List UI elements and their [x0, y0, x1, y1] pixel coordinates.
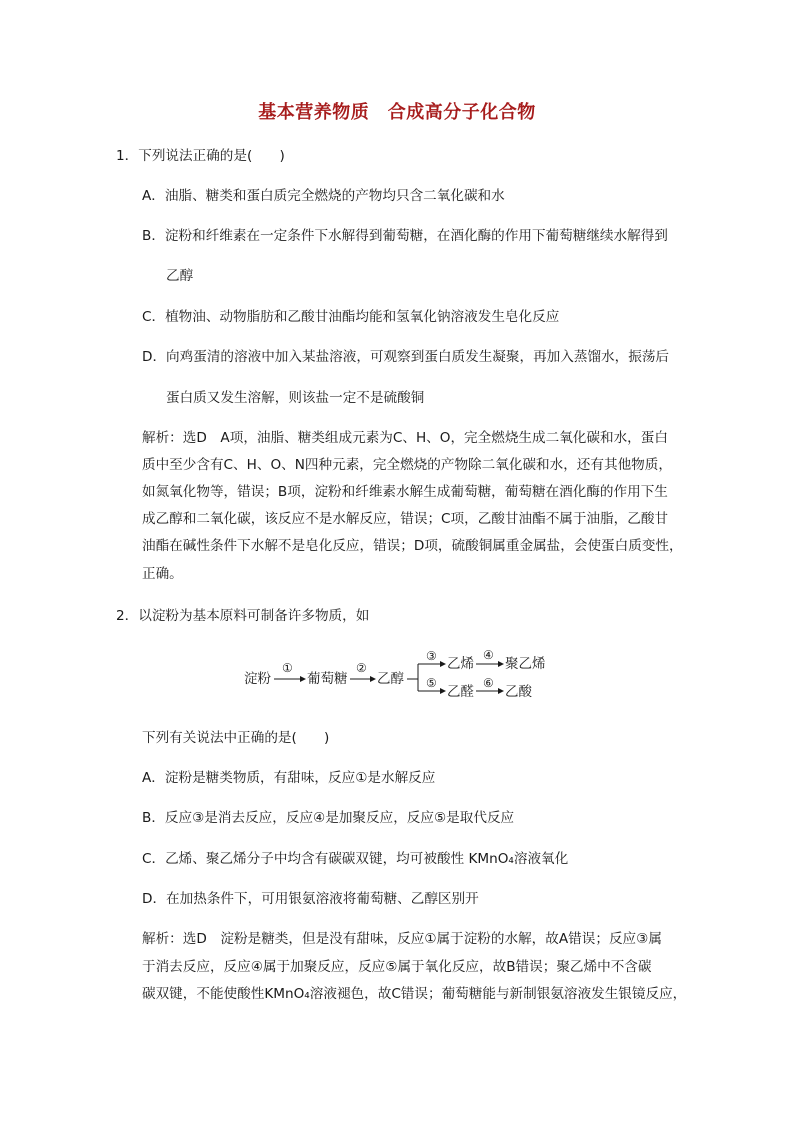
q1-option-d-cont: 蛋白质又发生溶解，则该盐一定不是硫酸铜 [166, 390, 425, 406]
q1-option-c: C．植物油、动物脂肪和乙酸甘油酯均能和氢氧化钠溶液发生皂化反应 [142, 309, 560, 325]
step-1-label: ① [282, 661, 293, 675]
q1-analysis-line: 正确。 [142, 566, 183, 582]
q1-option-b-cont: 乙醇 [166, 268, 194, 284]
q1-analysis-line: 质中至少含有C、H、O、N四种元素，完全燃烧的产物除二氧化碳和水，还有其他物质， [142, 457, 672, 473]
step-4-label: ④ [483, 648, 494, 662]
q2-stem: 2．以淀粉为基本原料可制备许多物质，如 [116, 608, 370, 624]
q1-analysis-line: 如氮氧化物等，错误；B项，淀粉和纤维素水解生成葡萄糖，葡萄糖在酒化酶的作用下生 [142, 484, 668, 500]
page-title: 基本营养物质 合成高分子化合物 [258, 102, 536, 123]
q1-option-d: D．向鸡蛋清的溶液中加入某盐溶液，可观察到蛋白质发生凝聚，再加入蒸馏水，振荡后 [142, 349, 670, 365]
q2-option-c: C．乙烯、聚乙烯分子中均含有碳碳双键，均可被酸性 KMnO₄溶液氧化 [142, 851, 569, 867]
ethanol-label: 乙醇 [377, 671, 404, 687]
q2-option-b: B．反应③是消去反应，反应④是加聚反应，反应⑤是取代反应 [142, 810, 515, 826]
q1-analysis-line: 成乙醇和二氧化碳，该反应不是水解反应，错误；C项，乙酸甘油酯不属于油脂，乙酸甘 [142, 511, 669, 527]
ethylene-label: 乙烯 [447, 656, 474, 672]
step-3-label: ③ [426, 649, 437, 663]
step-6-label: ⑥ [483, 676, 494, 690]
arrow-3-head [440, 661, 446, 667]
q1-analysis-line: 解析：选D A项，油脂、糖类组成元素为C、H、O，完全燃烧生成二氧化碳和水，蛋白 [142, 430, 668, 446]
acetic-acid-label: 乙酸 [505, 684, 532, 700]
arrow-4-head [498, 661, 504, 667]
arrow-5-head [440, 688, 446, 694]
acetaldehyde-label: 乙醛 [447, 684, 474, 700]
q1-option-b: B．淀粉和纤维素在一定条件下水解得到葡萄糖，在酒化酶的作用下葡萄糖继续水解得到 [142, 228, 668, 244]
arrow-1-head [300, 676, 306, 682]
polyethylene-label: 聚乙烯 [505, 656, 546, 672]
reaction-scheme [240, 646, 560, 706]
step-2-label: ② [356, 661, 367, 675]
arrow-6-head [498, 688, 504, 694]
q2-analysis-line: 碳双键，不能使酸性KMnO₄溶液褪色，故C错误；葡萄糖能与新制银氨溶液发生银镜反应， [142, 986, 687, 1002]
glucose-label: 葡萄糖 [307, 671, 348, 687]
arrow-2-head [370, 676, 376, 682]
q1-analysis-line: 油酯在碱性条件下水解不是皂化反应，错误；D项，硫酸铜属重金属盐，会使蛋白质变性， [142, 538, 683, 554]
starch-label: 淀粉 [244, 671, 271, 687]
q2-sub-stem: 下列有关说法中正确的是( ) [142, 730, 330, 746]
q2-analysis-line: 于消去反应，反应④属于加聚反应，反应⑤属于氧化反应，故B错误；聚乙烯中不含碳 [142, 959, 652, 975]
q1-stem: 1．下列说法正确的是( ) [116, 148, 285, 164]
step-5-label: ⑤ [426, 676, 437, 690]
q2-option-d: D．在加热条件下，可用银氨溶液将葡萄糖、乙醇区别开 [142, 891, 479, 907]
q2-analysis-line: 解析：选D 淀粉是糖类，但是没有甜味，反应①属于淀粉的水解，故A错误；反应③属 [142, 931, 662, 947]
q2-option-a: A．淀粉是糖类物质，有甜味，反应①是水解反应 [142, 770, 436, 786]
q1-option-a: A．油脂、糖类和蛋白质完全燃烧的产物均只含二氧化碳和水 [142, 188, 505, 204]
